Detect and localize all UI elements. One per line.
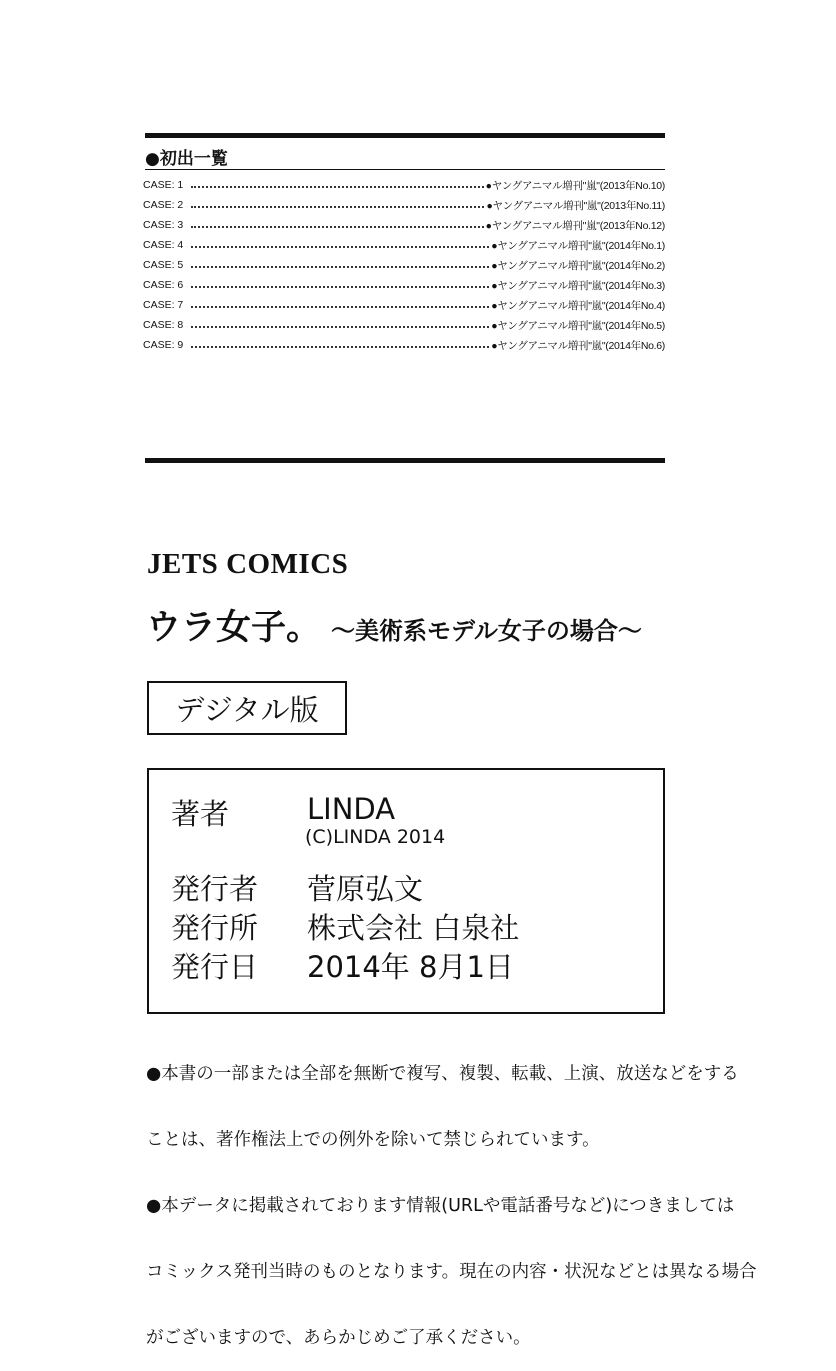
list-item [143,295,665,315]
case-label: CASE: 4 [143,239,184,251]
edition-box [147,681,347,735]
case-label: CASE: 6 [143,279,184,291]
case-label: CASE: 5 [143,259,184,271]
date-value: 2014年 8月1日 [307,950,514,984]
list-item [143,255,665,275]
source-label: ●ヤングアニマル増刊"嵐"(2013年No.12) [485,219,665,232]
copyright-value: (C)LINDA 2014 [305,826,446,848]
list-item [143,195,665,215]
leader-dots [191,186,484,188]
list-item [143,315,665,335]
leader-dots [191,266,489,268]
section-rule [145,458,665,463]
list-item [143,275,665,295]
leader-dots [191,246,489,248]
note-line: ●本データに掲載されております情報(URLや電話番号など)につきましては [146,1196,735,1216]
case-label: CASE: 2 [143,199,184,211]
publisher-value: 株式会社 白泉社 [307,911,520,945]
source-label: ●ヤングアニマル増刊"嵐"(2014年No.2) [491,259,665,272]
first-appearance-heading: ●初出一覧 [145,149,228,169]
note-line: ●本書の一部または全部を無断で複写、複製、転載、上演、放送などをする [146,1064,739,1084]
case-label: CASE: 1 [143,179,184,191]
list-item [143,235,665,255]
source-label: ●ヤングアニマル増刊"嵐"(2014年No.3) [491,279,665,292]
author-value: LINDA [307,792,396,826]
leader-dots [191,206,484,208]
top-rule [145,133,665,138]
title-subtitle: ～美術系モデル女子の場合～ [331,617,642,645]
legal-notes [146,1019,757,1371]
leader-dots [191,286,489,288]
list-item [143,335,665,355]
heading-rule [145,169,665,170]
leader-dots [191,306,489,308]
source-label: ●ヤングアニマル増刊"嵐"(2013年No.10) [485,179,665,192]
author-label: 著者 [171,797,230,831]
case-label: CASE: 3 [143,219,184,231]
case-label: CASE: 7 [143,299,184,311]
source-label: ●ヤングアニマル増刊"嵐"(2013年No.11) [486,199,665,212]
leader-dots [191,226,484,228]
publisher-label: 発行所 [171,911,259,945]
case-label: CASE: 8 [143,319,184,331]
source-label: ●ヤングアニマル増刊"嵐"(2014年No.4) [491,299,665,312]
colophon-box [147,768,665,1014]
source-label: ●ヤングアニマル増刊"嵐"(2014年No.5) [491,319,665,332]
case-label: CASE: 9 [143,339,184,351]
list-item [143,175,665,195]
book-title [146,600,642,650]
publisher-person-label: 発行者 [171,872,259,906]
first-appearance-list [143,175,665,355]
edition-label: デジタル版 [175,692,319,727]
note-line: ことは、著作権法上での例外を除いて禁じられています。 [146,1130,600,1150]
imprint-label: JETS COMICS [147,548,349,580]
source-label: ●ヤングアニマル増刊"嵐"(2014年No.1) [491,239,665,252]
leader-dots [191,326,489,328]
list-item [143,215,665,235]
note-line: コミックス発刊当時のものとなります。現在の内容・状況などとは異なる場合 [146,1262,757,1282]
source-label: ●ヤングアニマル増刊"嵐"(2014年No.6) [491,339,665,352]
title-main: ウラ女子。 [146,608,322,648]
note-line: がございますので、あらかじめご了承ください。 [146,1328,531,1348]
leader-dots [191,346,489,348]
date-label: 発行日 [171,950,259,984]
publisher-person-value: 菅原弘文 [307,872,424,906]
